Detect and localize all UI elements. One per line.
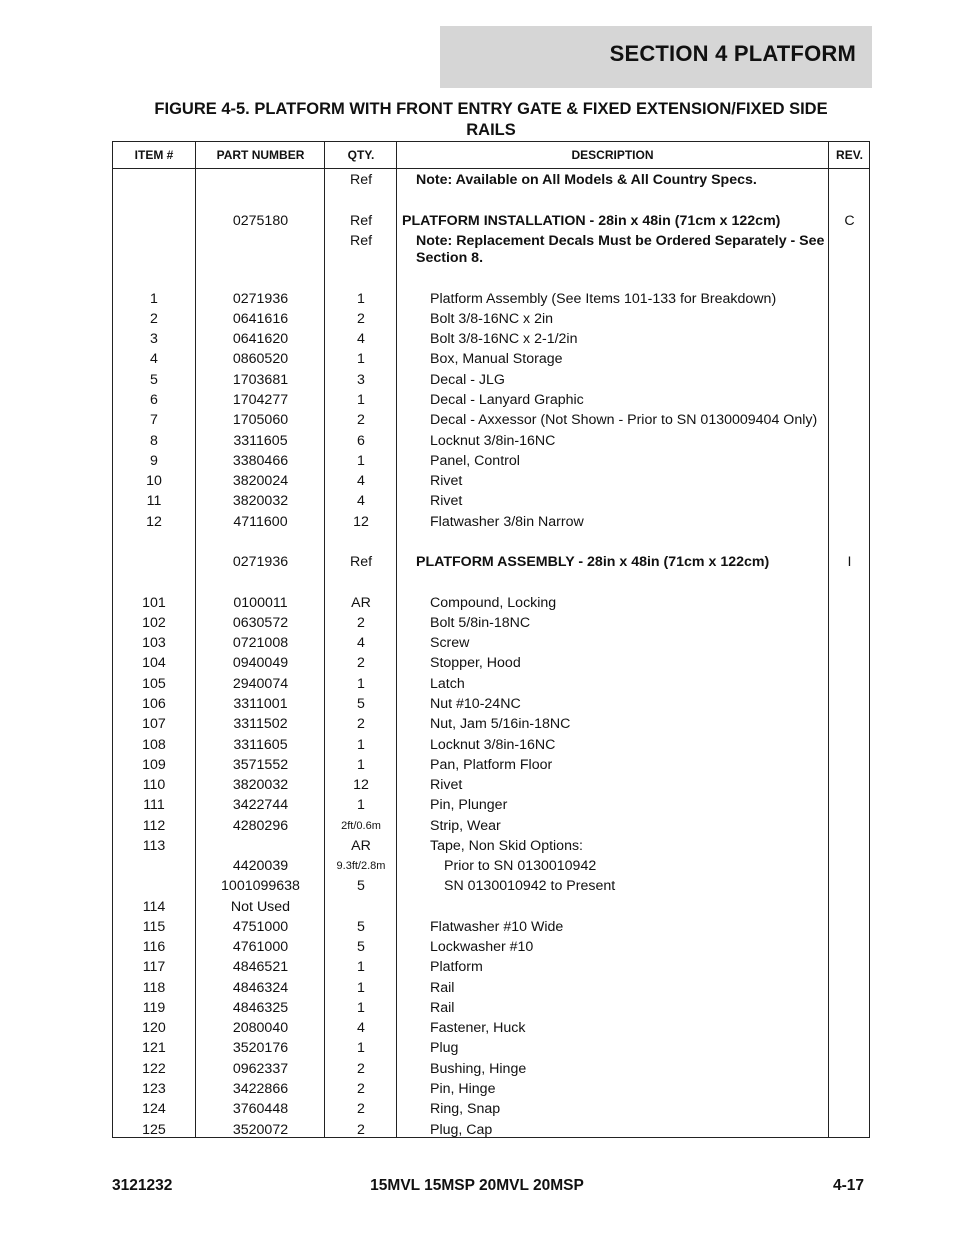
cell-item: 5	[150, 372, 158, 388]
cell-item: 6	[150, 392, 158, 408]
cell-item: 114	[142, 899, 166, 915]
cell-description: Latch	[430, 676, 465, 692]
table-row	[113, 331, 869, 351]
cell-part-number: 3311605	[233, 737, 288, 753]
cell-part-number: 0641620	[232, 331, 289, 347]
cell-description: PLATFORM ASSEMBLY - 28in x 48in (71cm x 122cm)	[416, 554, 770, 570]
cell-item: 111	[143, 797, 165, 813]
cell-description: Pin, Plunger	[430, 797, 508, 813]
table-row	[113, 493, 869, 513]
table-row	[113, 1040, 869, 1060]
cell-qty: 9.3ft/2.8m	[336, 860, 386, 872]
cell-part-number: 3422744	[232, 797, 289, 813]
cell-part-number: 3311502	[233, 716, 288, 732]
table-row	[113, 959, 869, 979]
table-row	[113, 1122, 869, 1142]
cell-description: Rivet	[430, 493, 463, 509]
cell-rev: C	[844, 213, 855, 229]
cell-item: 108	[142, 737, 166, 753]
header-part-number: PART NUMBER	[216, 148, 305, 162]
cell-qty: 1	[357, 757, 365, 773]
cell-description: Rivet	[430, 777, 463, 793]
section-title: SECTION 4 PLATFORM	[609, 41, 856, 66]
cell-qty: 1	[357, 980, 365, 996]
parts-table	[112, 141, 870, 1138]
table-row	[113, 919, 869, 939]
cell-description: Flatwasher #10 Wide	[430, 919, 564, 935]
cell-description: Screw	[430, 635, 470, 651]
cell-description: Plug, Cap	[430, 1122, 493, 1138]
cell-description: Ring, Snap	[430, 1101, 501, 1117]
cell-description: Locknut 3/8in-16NC	[430, 433, 556, 449]
footer-doc-number: 3121232	[112, 1177, 173, 1194]
table-row	[113, 737, 869, 757]
cell-qty: AR	[351, 595, 371, 611]
table-row	[113, 939, 869, 959]
cell-item: 103	[142, 635, 166, 651]
header-qty: QTY.	[347, 148, 375, 162]
header-rev: REV.	[836, 148, 863, 162]
table-row	[113, 1081, 869, 1101]
cell-part-number: 3311001	[233, 696, 288, 712]
cell-part-number: 0940049	[232, 655, 289, 671]
cell-qty: 12	[353, 777, 369, 793]
cell-qty: 4	[357, 1020, 365, 1036]
cell-description: Locknut 3/8in-16NC	[430, 737, 556, 753]
cell-qty: 5	[357, 696, 365, 712]
cell-part-number: 3520176	[232, 1040, 289, 1056]
cell-qty: 1	[357, 959, 365, 975]
cell-qty: 2	[357, 311, 365, 327]
cell-part-number: 2080040	[232, 1020, 289, 1036]
cell-qty: 4	[357, 331, 365, 347]
cell-description: Platform Assembly (See Items 101-133 for Breakdown)	[430, 291, 777, 307]
table-row	[113, 213, 869, 233]
table-row	[113, 757, 869, 777]
cell-item: 123	[142, 1081, 166, 1097]
cell-item: 4	[150, 351, 158, 367]
cell-qty: 2	[357, 1061, 365, 1077]
cell-part-number: 0962337	[232, 1061, 289, 1077]
cell-description: Nut #10-24NC	[430, 696, 521, 712]
cell-item: 116	[142, 939, 166, 955]
cell-description: Lockwasher #10	[430, 939, 534, 955]
cell-description: Note: Replacement Decals Must be Ordered Separately - See Section 8.	[416, 233, 825, 266]
table-row	[113, 878, 869, 898]
cell-qty: Ref	[349, 213, 373, 229]
table-header	[113, 142, 869, 169]
cell-description: Panel, Control	[430, 453, 520, 469]
cell-qty: 6	[357, 433, 365, 449]
cell-part-number: 0721008	[232, 635, 289, 651]
cell-part-number: 3311605	[233, 433, 288, 449]
cell-item: 118	[142, 980, 166, 996]
cell-qty: 4	[357, 473, 365, 489]
table-row	[113, 818, 869, 838]
table-row	[113, 291, 869, 311]
cell-description: Decal - Axxessor (Not Shown - Prior to SN 0130009404 Only)	[430, 412, 818, 428]
cell-description: Rail	[430, 980, 455, 996]
cell-part-number: 1001099638	[221, 878, 300, 894]
cell-part-number: 3820032	[232, 777, 289, 793]
cell-description: Bolt 3/8-16NC x 2-1/2in	[430, 331, 578, 347]
cell-description: Nut, Jam 5/16in-18NC	[430, 716, 571, 732]
table-row	[113, 554, 869, 574]
cell-part-number: 4846325	[232, 1000, 289, 1016]
cell-item: 11	[146, 493, 162, 509]
cell-description: Bushing, Hinge	[430, 1061, 527, 1077]
cell-qty: 4	[357, 493, 365, 509]
table-row	[113, 351, 869, 371]
cell-part-number: 3760448	[232, 1101, 289, 1117]
cell-description: Box, Manual Storage	[430, 351, 563, 367]
cell-item: 9	[150, 453, 158, 469]
section-banner	[440, 26, 872, 88]
table-row	[113, 392, 869, 412]
cell-part-number: 0860520	[232, 351, 289, 367]
table-row	[113, 1101, 869, 1121]
cell-description: Rail	[430, 1000, 455, 1016]
cell-part-number: 1703681	[232, 372, 289, 388]
table-row	[113, 172, 869, 192]
table-row	[113, 514, 869, 534]
cell-description: Platform	[430, 959, 483, 975]
cell-description: Decal - JLG	[430, 372, 505, 388]
cell-description: SN 0130010942 to Present	[444, 878, 616, 894]
cell-qty: 5	[357, 878, 365, 894]
cell-part-number: 4280296	[232, 818, 289, 834]
cell-item: 121	[142, 1040, 166, 1056]
figure-title-line-1: FIGURE 4-5. PLATFORM WITH FRONT ENTRY GATE & FIXED EXTENSION/FIXED SIDE	[154, 100, 828, 118]
cell-part-number: Not Used	[230, 899, 291, 915]
cell-qty: 3	[357, 372, 365, 388]
table-row	[113, 311, 869, 331]
cell-part-number: 1704277	[232, 392, 289, 408]
cell-item: 1	[150, 291, 158, 307]
cell-qty: 4	[357, 635, 365, 651]
cell-part-number: 2940074	[232, 676, 289, 692]
table-row	[113, 635, 869, 655]
cell-part-number: 3380466	[232, 453, 289, 469]
figure-title-line-2: RAILS	[466, 121, 516, 139]
cell-qty: 1	[357, 797, 365, 813]
cell-description: Strip, Wear	[430, 818, 501, 834]
table-row	[113, 858, 869, 878]
cell-qty: 1	[357, 291, 365, 307]
cell-item: 113	[142, 838, 166, 854]
cell-part-number: 3422866	[232, 1081, 289, 1097]
cell-qty: 2	[357, 412, 365, 428]
cell-part-number: 0630572	[232, 615, 289, 631]
cell-qty: 1	[357, 453, 365, 469]
cell-item: 120	[142, 1020, 166, 1036]
cell-item: 102	[142, 615, 166, 631]
cell-qty: Ref	[349, 172, 373, 188]
cell-description: Pan, Platform Floor	[430, 757, 553, 773]
table-row	[113, 615, 869, 635]
cell-part-number: 0275180	[232, 213, 289, 229]
footer-models: 15MVL 15MSP 20MVL 20MSP	[370, 1177, 584, 1194]
cell-description: Note: Available on All Models & All Country Specs.	[416, 172, 757, 188]
cell-qty: 2	[357, 1101, 365, 1117]
table-row	[113, 716, 869, 736]
cell-part-number: 3571552	[232, 757, 289, 773]
cell-item: 107	[142, 716, 166, 732]
cell-qty: 2	[357, 615, 365, 631]
cell-qty: 1	[357, 392, 365, 408]
cell-qty: Ref	[349, 233, 373, 249]
cell-part-number: 4846521	[232, 959, 289, 975]
cell-part-number: 0271936	[232, 291, 289, 307]
cell-part-number: 4711600	[233, 514, 288, 530]
cell-description: Plug	[430, 1040, 459, 1056]
cell-item: 3	[150, 331, 158, 347]
cell-description: Flatwasher 3/8in Narrow	[430, 514, 584, 530]
cell-qty: 1	[357, 1040, 365, 1056]
cell-description: PLATFORM INSTALLATION - 28in x 48in (71cm x 122cm)	[402, 213, 781, 229]
cell-qty: 12	[353, 514, 369, 530]
table-row	[113, 233, 869, 266]
table-row	[113, 453, 869, 473]
cell-part-number: 0641616	[232, 311, 289, 327]
cell-qty: 1	[357, 676, 365, 692]
figure-title	[112, 99, 870, 141]
cell-description: Tape, Non Skid Options:	[430, 838, 583, 854]
cell-qty: 2	[357, 655, 365, 671]
table-row	[113, 1061, 869, 1081]
cell-item: 115	[142, 919, 166, 935]
cell-qty: 5	[357, 939, 365, 955]
table-row	[113, 838, 869, 858]
cell-item: 104	[142, 655, 166, 671]
cell-item: 125	[142, 1122, 166, 1138]
cell-description: Rivet	[430, 473, 463, 489]
cell-item: 101	[142, 595, 166, 611]
cell-item: 122	[142, 1061, 166, 1077]
cell-description: Prior to SN 0130010942	[444, 858, 597, 874]
cell-qty: 5	[357, 919, 365, 935]
footer-page-number: 4-17	[832, 1177, 864, 1194]
cell-item: 117	[142, 959, 166, 975]
cell-description: Decal - Lanyard Graphic	[430, 392, 584, 408]
table-row	[113, 676, 869, 696]
cell-qty: 1	[357, 737, 365, 753]
cell-description: Bolt 3/8-16NC x 2in	[430, 311, 554, 327]
cell-qty: 2ft/0.6m	[341, 820, 381, 832]
table-row	[113, 899, 869, 919]
cell-item: 7	[150, 412, 158, 428]
cell-item: 112	[142, 818, 166, 834]
cell-description: Pin, Hinge	[430, 1081, 496, 1097]
cell-qty: Ref	[349, 554, 373, 570]
cell-item: 105	[142, 676, 166, 692]
table-row	[113, 1000, 869, 1020]
cell-part-number: 4846324	[232, 980, 289, 996]
header-item: ITEM #	[134, 148, 174, 162]
table-row	[113, 777, 869, 797]
cell-part-number: 4761000	[232, 939, 289, 955]
cell-part-number: 0271936	[232, 554, 289, 570]
cell-item: 110	[142, 777, 166, 793]
cell-item: 2	[150, 311, 158, 327]
table-row	[113, 412, 869, 432]
table-row	[113, 433, 869, 453]
cell-item: 8	[150, 433, 158, 449]
cell-part-number: 3820032	[232, 493, 289, 509]
cell-qty: 1	[357, 1000, 365, 1016]
cell-item: 109	[142, 757, 166, 773]
cell-item: 10	[146, 473, 162, 489]
table-row	[113, 696, 869, 716]
cell-part-number: 4420039	[232, 858, 289, 874]
cell-item: 12	[146, 514, 162, 530]
cell-item: 106	[142, 696, 166, 712]
cell-rev: I	[847, 554, 852, 570]
table-row	[113, 980, 869, 1000]
cell-part-number: 3520072	[232, 1122, 289, 1138]
table-row	[113, 797, 869, 817]
cell-item: 124	[142, 1101, 166, 1117]
cell-description: Stopper, Hood	[430, 655, 521, 671]
table-row	[113, 473, 869, 493]
cell-description: Bolt 5/8in-18NC	[430, 615, 531, 631]
table-row	[113, 372, 869, 392]
cell-part-number: 4751000	[232, 919, 289, 935]
cell-qty: 1	[357, 351, 365, 367]
header-description: DESCRIPTION	[571, 148, 654, 162]
cell-part-number: 0100011	[233, 595, 288, 611]
cell-description: Compound, Locking	[430, 595, 557, 611]
table-row	[113, 655, 869, 675]
cell-qty: 2	[357, 716, 365, 732]
cell-item: 119	[142, 1000, 166, 1016]
cell-qty: 2	[357, 1122, 365, 1138]
cell-part-number: 3820024	[232, 473, 289, 489]
table-row	[113, 595, 869, 615]
cell-qty: 2	[357, 1081, 365, 1097]
table-row	[113, 1020, 869, 1040]
cell-description: Fastener, Huck	[430, 1020, 526, 1036]
cell-part-number: 1705060	[232, 412, 289, 428]
cell-qty: AR	[351, 838, 371, 854]
